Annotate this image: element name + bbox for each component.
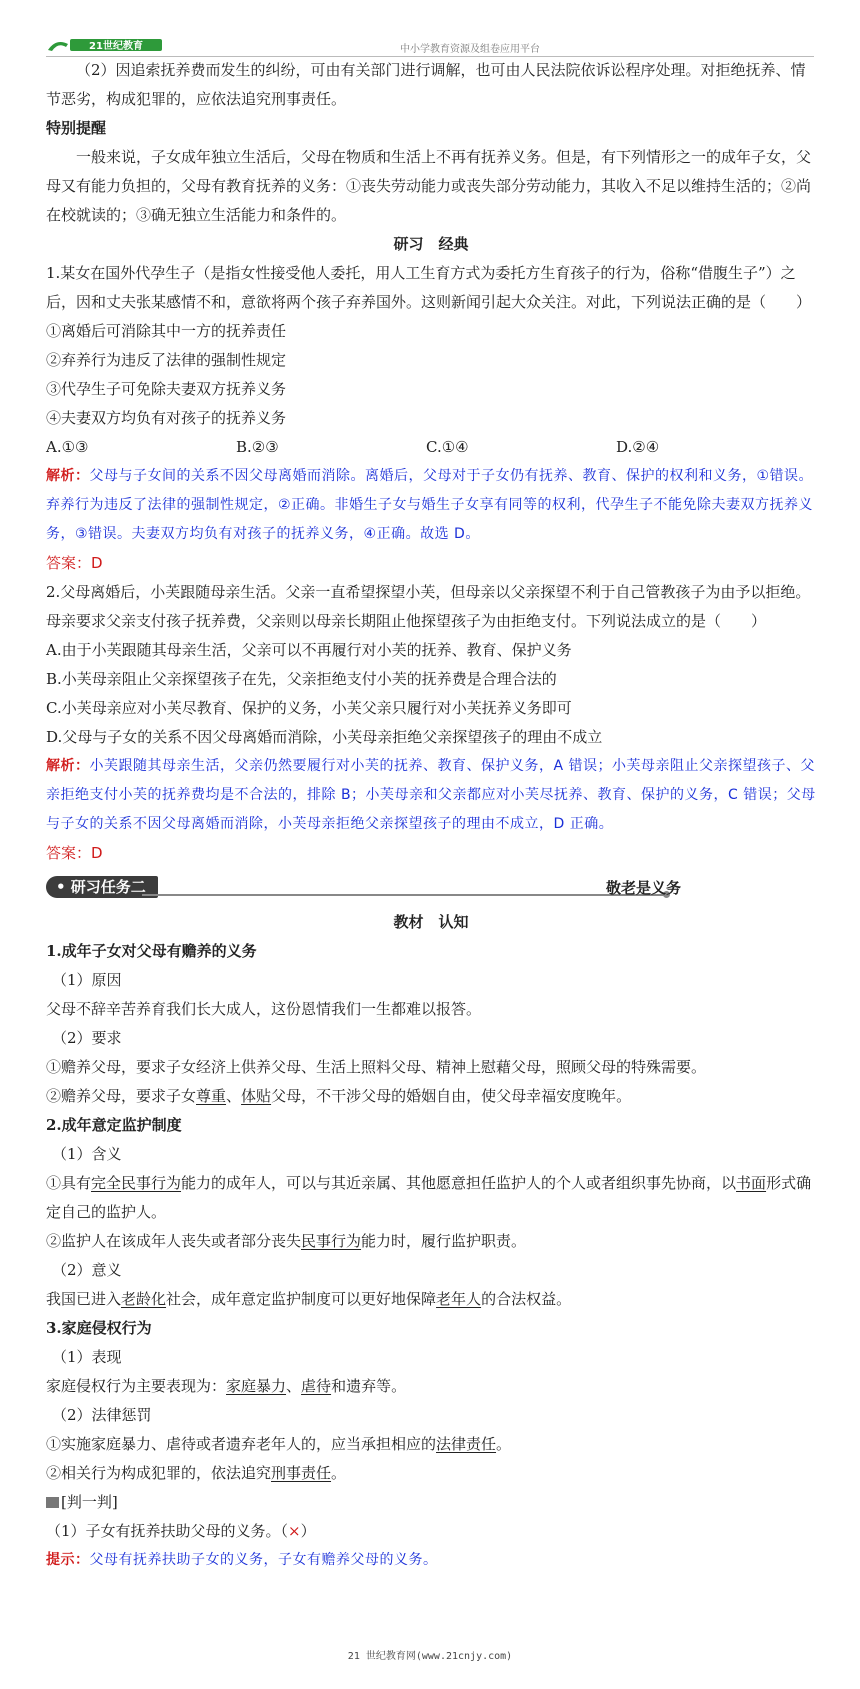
section-1-reason: 父母不辞辛苦养育我们长大成人，这份恩情我们一生都难以报答。 <box>46 1000 482 1018</box>
q1-option-d[interactable]: D.②④ <box>616 438 660 456</box>
blank-answer: 完全民事行为 <box>91 1174 182 1192</box>
task-2-badge: • 研习任务二 <box>46 876 158 898</box>
section-2-sub-meaning: （1）含义 <box>52 1145 122 1163</box>
text: ①具有 <box>46 1174 92 1192</box>
text: 。 <box>331 1464 347 1482</box>
blank-answer: 法律责任 <box>436 1435 497 1453</box>
judge-item-1 <box>46 1517 816 1546</box>
text: 我国已进入 <box>46 1290 122 1308</box>
judge-label: [判一判] <box>61 1493 118 1511</box>
reminder-text: 一般来说，子女成年独立生活后，父母在物质和生活上不再有抚养义务。但是，有下列情形之一的成年子女，父母又有能力负担的，父母有教育抚养的义务：①丧失劳动能力或丧失部分劳动能力，其收入不足以维持生活的；②尚在校就读的；③确无独立生活能力和条件的。 <box>46 148 812 224</box>
textbook-heading: 教材 认知 <box>393 913 469 931</box>
q1-option-a[interactable]: A.①③ <box>46 438 89 456</box>
blank-answer: 虐待 <box>301 1377 332 1395</box>
section-1-sub-reason: （1）原因 <box>52 971 122 989</box>
task-2-title: 敬老是义务 <box>606 879 682 897</box>
page-footer: 21 世纪教育网(www.21cnjy.com) <box>347 1651 513 1662</box>
q2-option-d[interactable]: D.父母与子女的关系不因父母离婚而消除，小芙母亲拒绝父亲探望孩子的理由不成立 <box>46 728 603 746</box>
answer-label: 答案： <box>46 554 92 572</box>
text: 父母，不干涉父母的婚姻自由，使父母幸福安度晚年。 <box>271 1087 632 1105</box>
text: ①实施家庭暴力、虐待或者遗弃老年人的，应当承担相应的 <box>46 1435 437 1453</box>
q2-option-b[interactable]: B.小芙母亲阻止父亲探望孩子在先，父亲拒绝支付小芙的抚养费是合理合法的 <box>46 670 557 688</box>
section-2-meaning-1 <box>46 1169 816 1227</box>
task-2-banner <box>46 870 816 904</box>
blank-answer: 老年人 <box>436 1290 482 1308</box>
text: ②监护人在该成年人丧失或者部分丧失 <box>46 1232 302 1250</box>
text: 家庭侵权行为主要表现为： <box>46 1377 227 1395</box>
section-1-req-2 <box>46 1082 816 1111</box>
page-header <box>0 0 860 60</box>
text: 的合法权益。 <box>481 1290 572 1308</box>
section-3-sub-behavior: （1）表现 <box>52 1348 122 1366</box>
q2-analysis <box>46 752 816 839</box>
text: 和遗弃等。 <box>331 1377 407 1395</box>
q1-item: ④夫妻双方均负有对孩子的抚养义务 <box>46 409 287 427</box>
section-1-req-1: ①赡养父母，要求子女经济上供养父母、生活上照料父母、精神上慰藉父母，照顾父母的特殊需要。 <box>46 1058 707 1076</box>
section-3-behavior <box>46 1372 816 1401</box>
q2-option-a[interactable]: A.由于小芙跟随其母亲生活，父亲可以不再履行对小芙的抚养、教育、保护义务 <box>46 641 572 659</box>
q1-option-c[interactable]: C.①④ <box>426 438 469 456</box>
blank-answer: 尊重 <box>196 1087 227 1105</box>
text: 社会，成年意定监护制度可以更好地保障 <box>166 1290 437 1308</box>
q1-answer <box>46 549 816 578</box>
task-2-rule <box>142 894 666 896</box>
paragraph-support-dispute: （2）因追索抚养费而发生的纠纷，可由有关部门进行调解，也可由人民法院依诉讼程序处理。对拒绝抚养、情节恶劣，构成犯罪的，应依法追究刑事责任。 <box>46 61 806 108</box>
reminder-title: 特别提醒 <box>46 119 107 137</box>
site-logo[interactable] <box>46 36 164 54</box>
question-2-stem: 2.父母离婚后，小芙跟随母亲生活。父亲一直希望探望小芙，但母亲以父亲探望不利于自己管教孩子为由予以拒绝。母亲要求父亲支付孩子抚养费，父亲则以母亲长期阻止他探望孩子为由拒绝支付。下列说法成立的是（ ） <box>46 583 811 630</box>
q1-options <box>46 433 816 462</box>
section-2-sub-significance: （2）意义 <box>52 1261 122 1279</box>
q1-option-b[interactable]: B.②③ <box>236 438 279 456</box>
judge-icon <box>46 1497 59 1508</box>
text: ②赡养父母，要求子女 <box>46 1087 197 1105</box>
hint-text: 父母有抚养扶助子女的义务，子女有赡养父母的义务。 <box>89 1552 438 1568</box>
section-3-title: 3.家庭侵权行为 <box>46 1319 152 1337</box>
section-3-sub-punishment: （2）法律惩罚 <box>52 1406 152 1424</box>
text: ） <box>300 1522 316 1540</box>
blank-answer: 刑事责任 <box>271 1464 332 1482</box>
text: 能力时，履行监护职责。 <box>361 1232 527 1250</box>
text: 形式确定自己的监护人。 <box>46 1174 812 1221</box>
section-2-meaning-2 <box>46 1227 816 1256</box>
answer-label: 答案： <box>46 844 92 862</box>
analysis-label: 解析： <box>46 758 90 774</box>
text: 能力的成年人，可以与其近亲属、其他愿意担任监护人的个人或者组织事先协商，以 <box>181 1174 737 1192</box>
answer-value: D <box>91 554 103 572</box>
text: 。 <box>496 1435 512 1453</box>
q2-option-c[interactable]: C.小芙母亲应对小芙尽教育、保护的义务，小芙父亲只履行对小芙抚养义务即可 <box>46 699 572 717</box>
analysis-text: 父母与子女间的关系不因父母离婚而消除。离婚后，父母对于子女仍有抚养、教育、保护的权利和义务，①错误。弃养行为违反了法律的强制性规定，②正确。非婚生子女与婚生子女享有同等的权利，代孕生子不能免除夫妻双方抚养义务，③错误。夫妻双方均负有对孩子的抚养义务，④正确。故选 D。 <box>46 468 814 542</box>
judge-heading <box>46 1488 816 1517</box>
text: ②相关行为构成犯罪的，依法追究 <box>46 1464 272 1482</box>
answer-value: D <box>91 844 103 862</box>
q2-answer <box>46 839 816 868</box>
judge-mark: × <box>288 1522 301 1540</box>
text: 、 <box>226 1087 242 1105</box>
text: 、 <box>286 1377 302 1395</box>
document-body <box>46 56 816 1575</box>
q1-item: ②弃养行为违反了法律的强制性规定 <box>46 351 287 369</box>
analysis-text: 小芙跟随其母亲生活，父亲仍然要履行对小芙的抚养、教育、保护义务，A 错误；小芙母亲阻止父亲探望孩子、父亲拒绝支付小芙的抚养费均是不合法的，排除 B；小芙母亲和父亲都应对小芙尽抚养、教育、保护的义务，C 错误；父母与子女的关系不因父母离婚而消除，小芙母亲拒绝父亲探望孩子的理由不成立，D 正确。 <box>46 758 816 832</box>
blank-answer: 体贴 <box>241 1087 272 1105</box>
blank-answer: 书面 <box>736 1174 767 1192</box>
blank-answer: 民事行为 <box>301 1232 362 1250</box>
section-1-title: 1.成年子女对父母有赡养的义务 <box>46 942 257 960</box>
section-1-sub-requirements: （2）要求 <box>52 1029 122 1047</box>
text: （1）子女有抚养扶助父母的义务。（ <box>46 1522 289 1540</box>
platform-tagline: 中小学教育资源及组卷应用平台 <box>400 44 540 55</box>
svg-text:21世纪教育: 21世纪教育 <box>89 41 143 52</box>
analysis-label: 解析： <box>46 468 90 484</box>
q1-item: ③代孕生子可免除夫妻双方抚养义务 <box>46 380 287 398</box>
hint-label: 提示： <box>46 1552 90 1568</box>
q1-item: ①离婚后可消除其中一方的抚养责任 <box>46 322 287 340</box>
section-3-punishment-1 <box>46 1430 816 1459</box>
section-2-significance <box>46 1285 816 1314</box>
judge-hint <box>46 1546 816 1575</box>
blank-answer: 家庭暴力 <box>226 1377 287 1395</box>
blank-answer: 老龄化 <box>121 1290 167 1308</box>
question-1-stem: 1.某女在国外代孕生子（是指女性接受他人委托，用人工生育方式为委托方生育孩子的行为，俗称“借腹生子”）之后，因和丈夫张某感情不和，意欲将两个孩子弃养国外。这则新闻引起大众关注。对此，下列说法正确的是（ ） <box>46 264 812 311</box>
q1-analysis <box>46 462 816 549</box>
section-3-punishment-2 <box>46 1459 816 1488</box>
section-2-title: 2.成年意定监护制度 <box>46 1116 182 1134</box>
study-heading: 研习 经典 <box>393 235 469 253</box>
